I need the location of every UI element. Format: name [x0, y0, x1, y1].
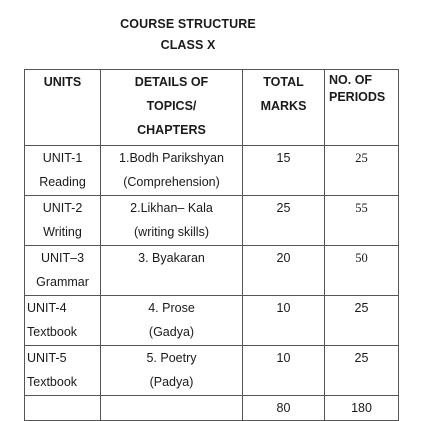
- table-header-row: [25, 70, 399, 146]
- details-cell: 1.Bodh Parikshyan (Comprehension): [101, 146, 243, 196]
- header-marks: TOTAL MARKS: [243, 70, 325, 146]
- document-subtitle: CLASS X: [160, 38, 216, 52]
- totals-unit-cell: [25, 396, 101, 421]
- unit-cell: UNIT-5 Textbook: [25, 346, 101, 396]
- table-row: [25, 146, 399, 196]
- periods-cell: 25: [325, 146, 399, 196]
- total-periods-cell: 180: [325, 396, 399, 421]
- marks-cell: 25: [243, 196, 325, 246]
- periods-cell: 55: [325, 196, 399, 246]
- details-cell: 5. Poetry (Padya): [101, 346, 243, 396]
- marks-cell: 20: [243, 246, 325, 296]
- details-cell: 3. Byakaran: [101, 246, 243, 296]
- periods-cell: 25: [325, 296, 399, 346]
- total-marks-cell: 80: [243, 396, 325, 421]
- periods-cell: 25: [325, 346, 399, 396]
- details-cell: 4. Prose (Gadya): [101, 296, 243, 346]
- totals-details-cell: [101, 396, 243, 421]
- table-row: [25, 296, 399, 346]
- header-periods: NO. OF PERIODS: [325, 70, 399, 146]
- document-title: COURSE STRUCTURE: [120, 17, 256, 31]
- periods-cell: 50: [325, 246, 399, 296]
- unit-cell: UNIT–3 Grammar: [25, 246, 101, 296]
- table-row: [25, 346, 399, 396]
- header-details: DETAILS OF TOPICS/ CHAPTERS: [101, 70, 243, 146]
- marks-cell: 15: [243, 146, 325, 196]
- header-units: UNITS: [25, 70, 101, 146]
- marks-cell: 10: [243, 346, 325, 396]
- course-structure-table: [24, 69, 399, 421]
- table-row: [25, 196, 399, 246]
- totals-row: [25, 396, 399, 421]
- unit-cell: UNIT-1 Reading: [25, 146, 101, 196]
- table-row: [25, 246, 399, 296]
- unit-cell: UNIT-4 Textbook: [25, 296, 101, 346]
- marks-cell: 10: [243, 296, 325, 346]
- unit-cell: UNIT-2 Writing: [25, 196, 101, 246]
- details-cell: 2.Likhan– Kala (writing skills): [101, 196, 243, 246]
